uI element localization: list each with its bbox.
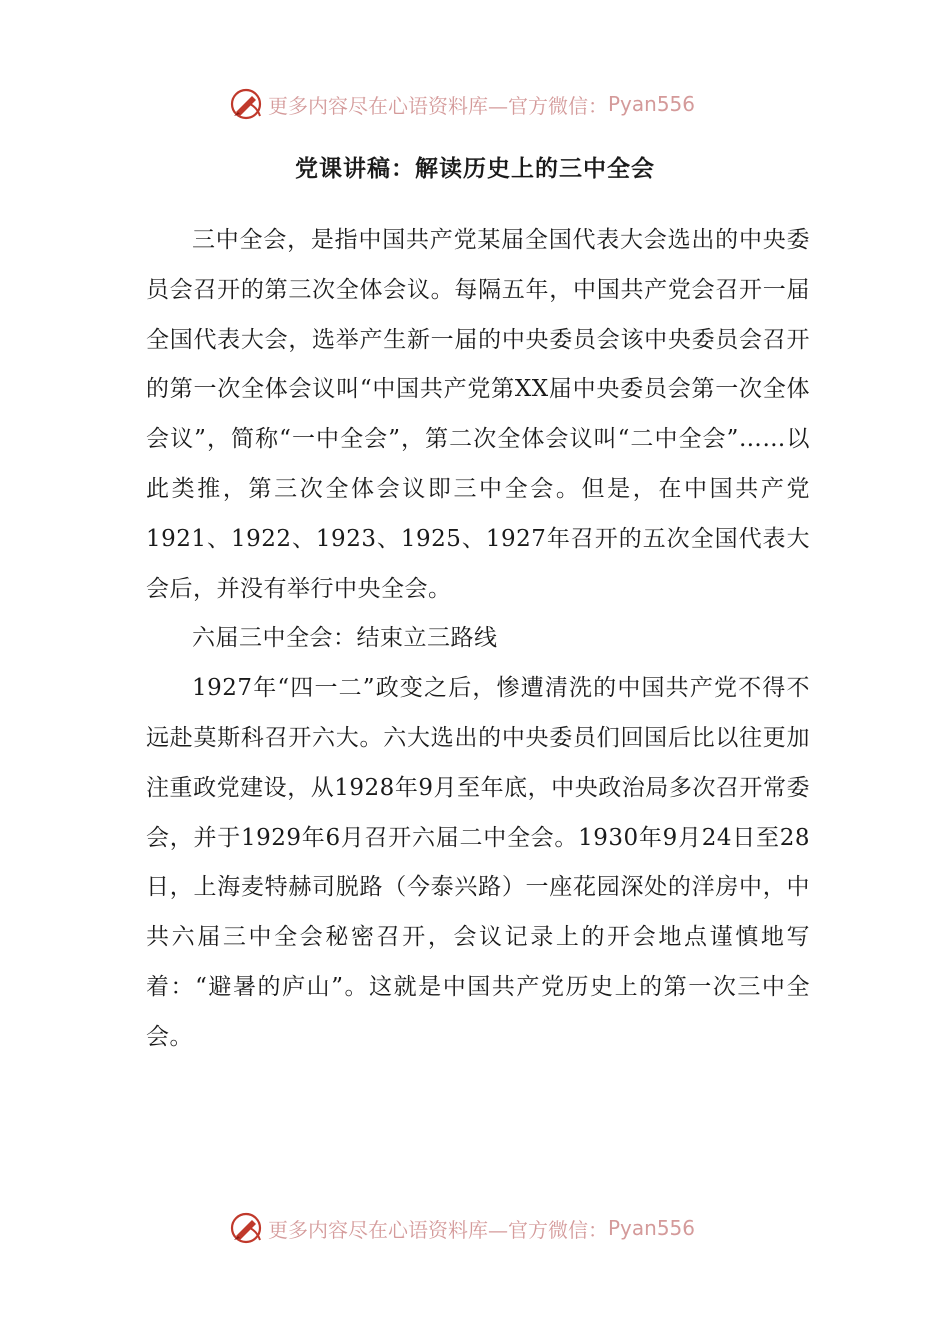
section-heading: 六届三中全会：结束立三路线 bbox=[192, 625, 498, 652]
watermark-text: 更多内容尽在心语资料库—官方微信： bbox=[268, 1217, 608, 1242]
paragraph: 1927年“四一二”政变之后，惨遭清洗的中国共产党不得不远赴莫斯科召开六大。六大选出的中央委员们回国后比以往更加注重政党建设，从1928年9月至年底，中央政治局多次召开常委会，并于1929年6月召开六届二中全会。1930年9月24日至28日，上海麦特赫司脱路（今泰兴路）一座花园深处的洋房中，中共六届三中全会秘密召开，会议记录上的开会地点谨慎地写着：“避暑的庐山”。这就是中国共产党历史上的第一次三中全会。 bbox=[146, 675, 810, 1050]
watermark-wechat-id: Pyan556 bbox=[608, 1216, 696, 1240]
watermark-text: 更多内容尽在心语资料库—官方微信： bbox=[268, 93, 608, 118]
watermark-wechat-id: Pyan556 bbox=[608, 92, 696, 116]
header-watermark bbox=[228, 84, 695, 124]
footer-watermark bbox=[228, 1208, 695, 1248]
pen-logo-icon bbox=[228, 1210, 264, 1246]
document-body bbox=[146, 216, 810, 1063]
document-title: 党课讲稿：解读历史上的三中全会 bbox=[295, 156, 655, 182]
pen-logo-icon bbox=[228, 86, 264, 122]
paragraph: 三中全会，是指中国共产党某届全国代表大会选出的中央委员会召开的第三次全体会议。每隔五年，中国共产党会召开一届全国代表大会，选举产生新一届的中央委员会该中央委员会召开的第一次全体会议叫“中国共产党第XX届中央委员会第一次全体会议”，简称“一中全会”，第二次全体会议叫“二中全会”……以此类推，第三次全体会议即三中全会。但是，在中国共产党1921、1922、1923、1925、1927年召开的五次全国代表大会后，并没有举行中央全会。 bbox=[146, 227, 810, 602]
